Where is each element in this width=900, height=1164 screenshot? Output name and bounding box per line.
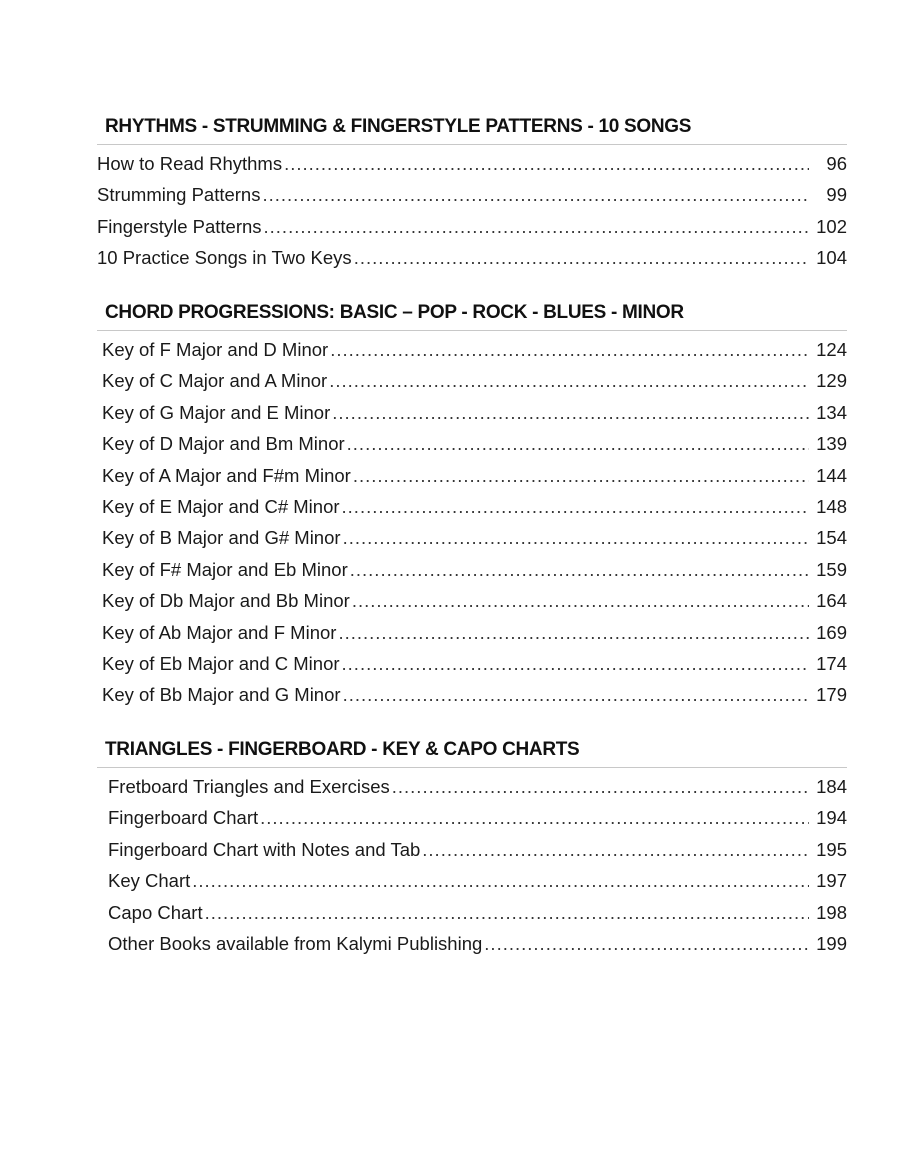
dot-leader [352, 590, 809, 612]
dot-leader [329, 370, 809, 392]
toc-entry[interactable] [108, 807, 847, 838]
toc-list [108, 776, 847, 964]
toc-entry-title: Fingerstyle Patterns [97, 215, 262, 237]
toc-entry-title: Key Chart [108, 870, 191, 892]
section-heading: RHYTHMS - STRUMMING & FINGERSTYLE PATTERNS - 10 SONGS [97, 116, 847, 145]
toc-entry[interactable] [108, 870, 847, 901]
toc-entry[interactable] [102, 527, 847, 558]
toc-entry-page: 148 [816, 495, 847, 517]
toc-entry-title: Fingerboard Chart [108, 807, 259, 829]
toc-section-triangles [97, 739, 847, 964]
toc-entry-page: 195 [816, 838, 847, 860]
dot-leader [484, 933, 809, 955]
toc-entry-title: Capo Chart [108, 901, 203, 923]
toc-entry-title: How to Read Rhythms [97, 153, 283, 174]
dot-leader [392, 776, 809, 798]
toc-entry-page: 197 [816, 870, 847, 892]
dot-leader [264, 216, 809, 238]
dot-leader [354, 247, 809, 269]
toc-entry-page: 164 [816, 590, 847, 612]
toc-entry-title: Key of E Major and C# Minor [102, 495, 340, 517]
toc-entry-title: Key of Eb Major and C Minor [102, 652, 340, 674]
toc-entry[interactable] [102, 590, 847, 621]
toc-entry-title: Key of Db Major and Bb Minor [102, 590, 350, 612]
toc-section-rhythms [97, 116, 847, 279]
toc-entry-page: 99 [826, 184, 847, 206]
toc-entry-page: 124 [816, 339, 847, 360]
toc-entry-title: Key of Bb Major and G Minor [102, 684, 341, 706]
toc-entry[interactable] [102, 684, 847, 715]
dot-leader [260, 807, 809, 829]
toc-entry-page: 194 [816, 807, 847, 829]
toc-entry[interactable] [102, 465, 847, 496]
dot-leader [192, 870, 809, 892]
dot-leader [347, 433, 809, 455]
toc-entry[interactable] [97, 153, 847, 184]
toc-entry-page: 144 [816, 464, 847, 486]
toc-entry[interactable] [102, 339, 847, 370]
dot-leader [350, 559, 809, 581]
toc-entry[interactable] [108, 902, 847, 933]
toc-entry-title: Key of F Major and D Minor [102, 339, 329, 360]
section-heading: CHORD PROGRESSIONS: BASIC – POP - ROCK - BLUES - MINOR [97, 302, 847, 331]
toc-entry[interactable] [97, 216, 847, 247]
dot-leader [343, 527, 809, 549]
toc-entry[interactable] [102, 496, 847, 527]
toc-entry[interactable] [102, 370, 847, 401]
dot-leader [353, 465, 809, 487]
toc-entry[interactable] [102, 559, 847, 590]
toc-entry-title: Key of D Major and Bm Minor [102, 433, 345, 455]
toc-list [102, 339, 847, 716]
toc-section-chord-progressions [97, 302, 847, 716]
toc-entry-page: 159 [816, 558, 847, 580]
dot-leader [262, 184, 809, 206]
dot-leader [205, 902, 809, 924]
toc-entry-page: 154 [816, 527, 847, 549]
dot-leader [342, 653, 809, 675]
dot-leader [338, 622, 809, 644]
toc-entry-page: 96 [826, 153, 847, 174]
toc-entry[interactable] [97, 184, 847, 215]
toc-entry-page: 198 [816, 901, 847, 923]
toc-entry-title: Key of Ab Major and F Minor [102, 621, 337, 643]
dot-leader [422, 839, 809, 861]
toc-entry-title: Key of F# Major and Eb Minor [102, 558, 348, 580]
toc-entry-title: Key of A Major and F#m Minor [102, 464, 351, 486]
toc-entry-page: 184 [816, 776, 847, 797]
toc-entry-page: 179 [816, 684, 847, 706]
toc-entry-page: 134 [816, 401, 847, 423]
toc-entry[interactable] [108, 933, 847, 964]
toc-entry-title: Key of G Major and E Minor [102, 401, 331, 423]
toc-entry-page: 199 [816, 932, 847, 954]
dot-leader [330, 339, 809, 361]
toc-entry[interactable] [108, 776, 847, 807]
toc-entry[interactable] [102, 402, 847, 433]
toc-entry-page: 104 [816, 247, 847, 269]
dot-leader [342, 496, 809, 518]
toc-entry-title: Strumming Patterns [97, 184, 261, 206]
toc-entry-title: Fretboard Triangles and Exercises [108, 776, 390, 797]
toc-entry-title: Key of B Major and G# Minor [102, 527, 341, 549]
toc-entry[interactable] [108, 839, 847, 870]
toc-entry-page: 102 [816, 215, 847, 237]
toc-entry[interactable] [102, 653, 847, 684]
toc-entry-page: 169 [816, 621, 847, 643]
toc-entry-title: Key of C Major and A Minor [102, 370, 328, 392]
toc-entry[interactable] [102, 622, 847, 653]
dot-leader [332, 402, 809, 424]
toc-entry-title: 10 Practice Songs in Two Keys [97, 247, 352, 269]
toc-entry-page: 129 [816, 370, 847, 392]
dot-leader [343, 684, 809, 706]
toc-entry[interactable] [97, 247, 847, 278]
section-heading: TRIANGLES - FINGERBOARD - KEY & CAPO CHARTS [97, 739, 847, 768]
toc-entry[interactable] [102, 433, 847, 464]
toc-list [97, 153, 847, 279]
toc-entry-page: 139 [816, 433, 847, 455]
toc-entry-title: Other Books available from Kalymi Publishing [108, 932, 483, 954]
toc-entry-page: 174 [816, 652, 847, 674]
dot-leader [284, 153, 809, 175]
toc-entry-title: Fingerboard Chart with Notes and Tab [108, 838, 421, 860]
